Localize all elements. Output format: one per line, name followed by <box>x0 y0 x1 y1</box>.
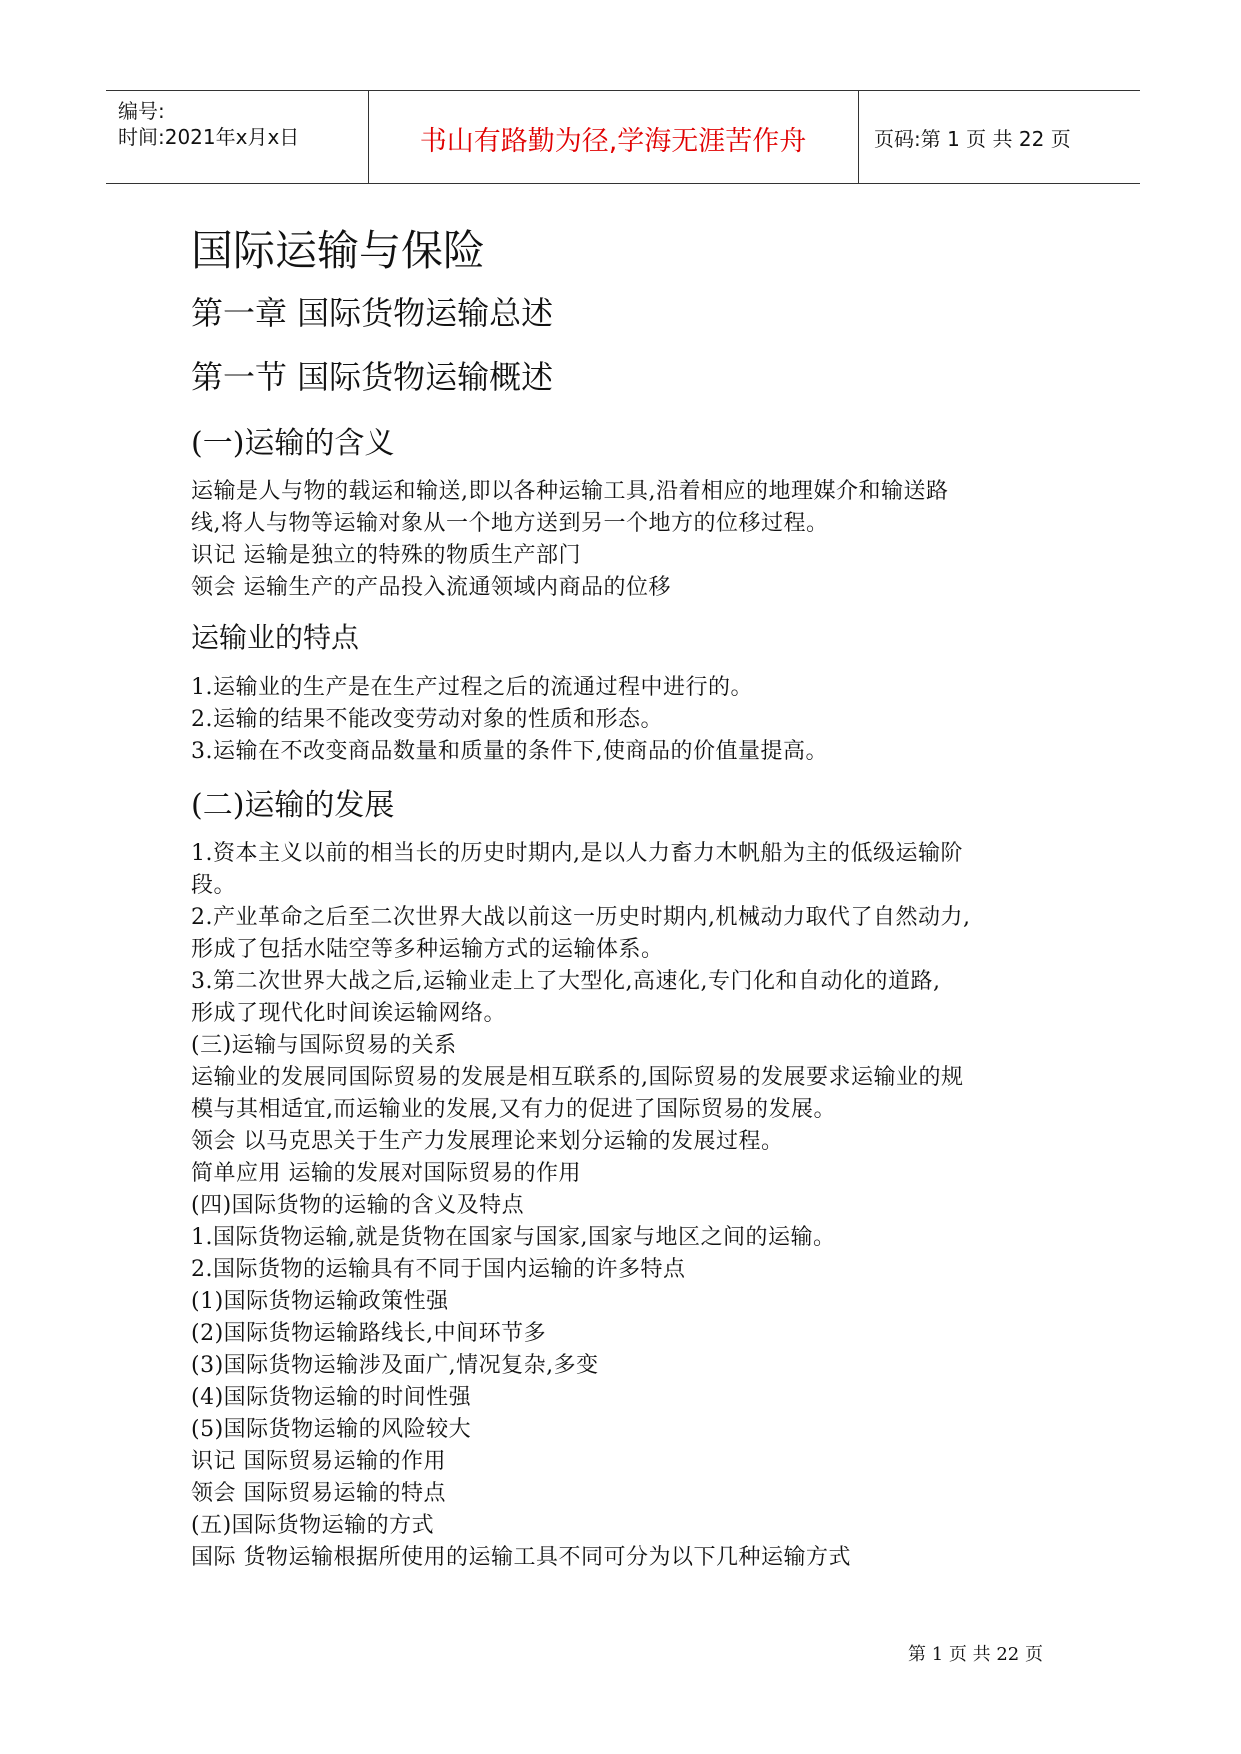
page-header <box>106 90 1140 184</box>
list-item: 2.国际货物的运输具有不同于国内运输的许多特点 <box>191 1257 686 1282</box>
paragraph-line: 线,将人与物等运输对象从一个地方送到另一个地方的位移过程。 <box>191 511 829 536</box>
subsection-heading-1: (一)运输的含义 <box>191 426 395 461</box>
page-footer: 第 1 页 共 22 页 <box>908 1644 1043 1665</box>
page-code: 页码:第 1 页 共 22 页 <box>874 127 1071 151</box>
list-item: (1)国际货物运输政策性强 <box>191 1289 449 1314</box>
number-label: 编号: <box>118 99 165 123</box>
paragraph-line: 领会 国际贸易运输的特点 <box>191 1481 446 1506</box>
list-item: (3)国际货物运输涉及面广,情况复杂,多变 <box>191 1353 599 1378</box>
paragraph-line: 模与其相适宜,而运输业的发展,又有力的促进了国际贸易的发展。 <box>191 1097 836 1122</box>
list-item: 2.运输的结果不能改变劳动对象的性质和形态。 <box>191 707 663 732</box>
list-item: (4)国际货物运输的时间性强 <box>191 1385 472 1410</box>
list-item: 1.国际货物运输,就是货物在国家与国家,国家与地区之间的运输。 <box>191 1225 836 1250</box>
document-title: 国际运输与保险 <box>191 226 486 275</box>
paragraph-line: 识记 运输是独立的特殊的物质生产部门 <box>191 543 581 568</box>
chapter-heading: 第一章 国际货物运输总述 <box>191 294 554 332</box>
list-item: 1.运输业的生产是在生产过程之后的流通过程中进行的。 <box>191 675 753 700</box>
features-heading: 运输业的特点 <box>191 621 360 654</box>
list-item: 形成了包括水陆空等多种运输方式的运输体系。 <box>191 937 664 962</box>
list-item: 1.资本主义以前的相当长的历史时期内,是以人力畜力木帆船为主的低级运输阶 <box>191 841 963 866</box>
subsection-heading-5: (五)国际货物运输的方式 <box>191 1513 435 1538</box>
paragraph-line: 运输业的发展同国际贸易的发展是相互联系的,国际贸易的发展要求运输业的规 <box>191 1065 964 1090</box>
header-info-cell <box>106 91 369 183</box>
list-item: (2)国际货物运输路线长,中间环节多 <box>191 1321 547 1346</box>
list-item: 3.运输在不改变商品数量和质量的条件下,使商品的价值量提高。 <box>191 739 828 764</box>
list-item: 3.第二次世界大战之后,运输业走上了大型化,高速化,专门化和自动化的道路, <box>191 969 941 994</box>
section-heading: 第一节 国际货物运输概述 <box>191 358 554 396</box>
list-item: (5)国际货物运输的风险较大 <box>191 1417 472 1442</box>
paragraph-line: 简单应用 运输的发展对国际贸易的作用 <box>191 1161 581 1186</box>
subsection-heading-2: (二)运输的发展 <box>191 788 395 823</box>
subsection-heading-4: (四)国际货物的运输的含义及特点 <box>191 1193 525 1218</box>
header-page-cell <box>858 91 1140 183</box>
subsection-heading-3: (三)运输与国际贸易的关系 <box>191 1033 457 1058</box>
time-label: 时间:2021年x月x日 <box>118 125 300 149</box>
paragraph-line: 识记 国际贸易运输的作用 <box>191 1449 446 1474</box>
header-motto-cell <box>368 91 859 183</box>
paragraph-line: 国际 货物运输根据所使用的运输工具不同可分为以下几种运输方式 <box>191 1545 851 1570</box>
paragraph-line: 运输是人与物的载运和输送,即以各种运输工具,沿着相应的地理媒介和输送路 <box>191 479 949 504</box>
list-item: 2.产业革命之后至二次世界大战以前这一历史时期内,机械动力取代了自然动力, <box>191 905 971 930</box>
paragraph-line: 领会 以马克思关于生产力发展理论来划分运输的发展过程。 <box>191 1129 784 1154</box>
list-item: 段。 <box>191 873 237 898</box>
paragraph-line: 领会 运输生产的产品投入流通领域内商品的位移 <box>191 575 671 600</box>
motto: 书山有路勤为径,学海无涯苦作舟 <box>419 126 807 157</box>
list-item: 形成了现代化时间诶运输网络。 <box>191 1001 507 1026</box>
